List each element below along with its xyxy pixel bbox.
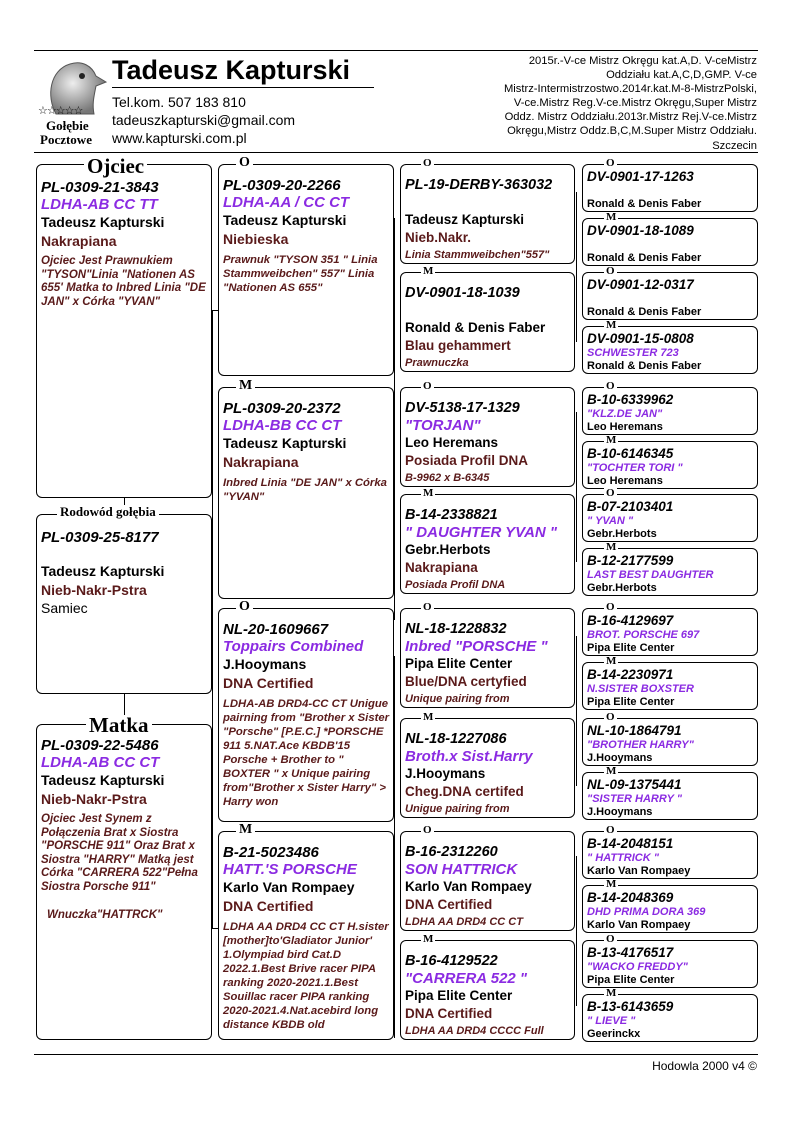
gen4-owner: Ronald & Denis Faber <box>587 198 702 210</box>
logo-stars: ☆☆☆☆☆ <box>38 105 83 117</box>
gen4-code: DHD PRIMA DORA 369 <box>587 906 706 918</box>
gen4-code: BROT. PORSCHE 697 <box>587 629 700 641</box>
mother-code: LDHA-AB CC CT <box>41 754 160 771</box>
great-grandparent-owner: Pipa Elite Center <box>405 656 513 671</box>
subject-color: Nieb-Nakr-Pstra <box>41 582 147 598</box>
grandparent-ring: NL-20-1609667 <box>223 621 329 638</box>
subject-owner: Tadeusz Kapturski <box>41 563 165 579</box>
gen4-card[interactable] <box>582 718 758 766</box>
connector <box>576 856 577 1006</box>
grandparent-code: LDHA-BB CC CT <box>223 417 342 434</box>
gen4-card[interactable] <box>582 218 758 266</box>
footer-rule <box>34 1054 758 1055</box>
gen4-owner: Ronald & Denis Faber <box>587 360 702 372</box>
achievement-line: Okręgu,Mistrz Oddz.B,C,M.Super Mistrz Oddziału. <box>507 125 757 138</box>
great-grandparent-card[interactable] <box>400 940 575 1040</box>
gen4-owner: Karlo Van Rompaey <box>587 865 691 877</box>
achievement-line: Oddziału kat.A,C,D,GMP. V-ce <box>606 69 757 82</box>
grandparent-owner: J.Hooymans <box>223 656 307 672</box>
gen4-owner: Ronald & Denis Faber <box>587 252 702 264</box>
connector <box>394 218 395 620</box>
great-grandparent-ring: NL-18-1228832 <box>405 621 507 637</box>
great-grandparent-note: LDHA AA DRD4 CCCC Full <box>405 1025 544 1037</box>
header-top-rule <box>34 50 758 51</box>
mother-note2: Wnuczka"HATTRCK" <box>47 909 163 921</box>
name-underline <box>112 87 374 88</box>
gen4-code: "KLZ.DE JAN" <box>587 408 663 420</box>
gen4-card[interactable] <box>582 940 758 988</box>
grandparent-note: Prawnuk "TYSON 351 " Linia Stammweibchen" 557" Linia "Nationen AS 655" <box>223 254 378 294</box>
sex-label: M <box>606 655 617 667</box>
great-grandparent-code: "TORJAN" <box>405 417 481 434</box>
logo-line2: Pocztowe <box>40 132 92 147</box>
pedigree-label: Rodowód gołębia <box>57 505 159 519</box>
gen4-owner: J.Hooymans <box>587 752 653 764</box>
great-grandparent-code: Inbred "PORSCHE " <box>405 638 548 655</box>
gen4-ring: B-16-4129697 <box>587 613 674 628</box>
grandparent-code: HATT.'S PORSCHE <box>223 861 357 878</box>
grandparent-note: Inbred Linia "DE JAN" x Córka "YVAN" <box>223 477 387 503</box>
gen4-ring: B-14-2048369 <box>587 890 674 905</box>
gen4-card[interactable] <box>582 272 758 320</box>
mother-label: Matka <box>86 715 152 735</box>
gen4-owner: Pipa Elite Center <box>587 974 675 986</box>
sex-label: M <box>236 823 255 837</box>
great-grandparent-owner: Karlo Van Rompaey <box>405 879 532 894</box>
sex-label: M <box>423 487 434 499</box>
gen4-ring: B-07-2103401 <box>587 499 674 514</box>
achievement-line: Szczecin <box>712 139 757 152</box>
mother-note: Ojciec Jest Synem z Połączenia Brat x Siostra "PORSCHE 911" Oraz Brat x Siostra "HARRY" Matką jest Córka "CARRERA 522"Pełna Siostra Porsche 911" <box>41 813 198 893</box>
great-grandparent-card[interactable] <box>400 272 575 372</box>
gen4-owner: Gebr.Herbots <box>587 582 657 594</box>
father-color: Nakrapiana <box>41 233 117 249</box>
great-grandparent-card[interactable] <box>400 387 575 487</box>
sex-label: M <box>606 211 617 223</box>
great-grandparent-ring: B-14-2338821 <box>405 507 498 523</box>
gen4-owner: Ronald & Denis Faber <box>587 306 702 318</box>
great-grandparent-color: Cheg.DNA certifed <box>405 784 524 799</box>
sex-label: M <box>606 987 617 999</box>
sex-label: O <box>606 157 615 169</box>
grandparent-card[interactable] <box>218 387 394 599</box>
gen4-code: " LIEVE " <box>587 1015 636 1027</box>
sex-label: M <box>423 933 434 945</box>
great-grandparent-code: " DAUGHTER YVAN " <box>405 524 558 541</box>
gen4-owner: Geerinckx <box>587 1028 641 1040</box>
gen4-card[interactable] <box>582 164 758 212</box>
breeder-website[interactable]: www.kapturski.com.pl <box>112 130 247 146</box>
sex-label: M <box>606 434 617 446</box>
great-grandparent-color: Blue/DNA certyfied <box>405 674 527 689</box>
grandparent-note: LDHA AA DRD4 CC CT H.sister [mother]to'Gladiator Junior' 1.Olympiad bird Cat.D 2022.1.Best Brive racer PIPA ranking 2020-2021.1.Best Souillac racer PIPA ranking 2020-2021.4.Nat.acebird long distance KBDB old <box>223 921 389 1031</box>
great-grandparent-color: Posiada Profil DNA <box>405 453 529 468</box>
gen4-code: "WACKO FREDDY" <box>587 961 688 973</box>
sex-label: O <box>236 600 253 614</box>
sex-label: O <box>606 487 615 499</box>
gen4-card[interactable] <box>582 494 758 542</box>
great-grandparent-color: Nakrapiana <box>405 560 478 575</box>
great-grandparent-ring: B-16-4129522 <box>405 953 498 969</box>
breeder-email[interactable]: tadeuszkapturski@gmail.com <box>112 112 296 128</box>
great-grandparent-ring: PL-19-DERBY-363032 <box>405 177 553 193</box>
gen4-code: "BROTHER HARRY" <box>587 739 694 751</box>
gen4-ring: DV-0901-17-1263 <box>587 169 694 184</box>
connector <box>394 656 395 1038</box>
achievement-line: V-ce.Mistrz Reg.V-ce.Mistrz Okręgu,Super Mistrz <box>513 97 757 110</box>
gen4-ring: NL-09-1375441 <box>587 777 682 792</box>
breeder-phone: Tel.kom. 507 183 810 <box>112 94 246 110</box>
gen4-card[interactable] <box>582 548 758 596</box>
achievement-line: Mistrz-Intermistrzostwo.2014r.kat.M-8-MistrzPolski, <box>503 83 757 96</box>
grandparent-ring: PL-0309-20-2372 <box>223 400 341 417</box>
gen4-ring: DV-0901-18-1089 <box>587 223 694 238</box>
sex-label: O <box>236 156 253 170</box>
gen4-ring: B-14-2230971 <box>587 667 674 682</box>
gen4-owner: Leo Heremans <box>587 475 663 487</box>
father-note: Ojciec Jest Prawnukiem "TYSON"Linia "Nationen AS 655' Matka to Inbred Linia "DE JAN" x Córka "YVAN" <box>41 255 206 308</box>
mother-color: Nieb-Nakr-Pstra <box>41 791 147 807</box>
great-grandparent-ring: DV-0901-18-1039 <box>405 285 520 301</box>
great-grandparent-owner: Gebr.Herbots <box>405 542 491 557</box>
great-grandparent-code: Broth.x Sist.Harry <box>405 748 533 765</box>
footer-text: Hodowla 2000 v4 © <box>652 1059 757 1073</box>
gen4-card[interactable] <box>582 831 758 879</box>
sex-label: O <box>606 380 615 392</box>
subject-sex: Samiec <box>41 600 88 616</box>
gen4-owner: J.Hooymans <box>587 806 653 818</box>
father-code: LDHA-AB CC TT <box>41 196 158 213</box>
great-grandparent-note: Unique pairing from <box>405 693 510 705</box>
sex-label: O <box>423 380 432 392</box>
great-grandparent-ring: B-16-2312260 <box>405 844 498 860</box>
gen4-card[interactable] <box>582 994 758 1042</box>
sex-label: O <box>606 711 615 723</box>
great-grandparent-color: DNA Certified <box>405 897 493 912</box>
great-grandparent-card[interactable] <box>400 608 575 708</box>
grandparent-card[interactable] <box>218 164 394 376</box>
sex-label: O <box>606 824 615 836</box>
sex-label: M <box>606 878 617 890</box>
gen4-ring: NL-10-1864791 <box>587 723 682 738</box>
connector <box>576 192 577 342</box>
gen4-owner: Pipa Elite Center <box>587 642 675 654</box>
connector <box>576 636 577 786</box>
gen4-code: LAST BEST DAUGHTER <box>587 569 714 581</box>
father-label: Ojciec <box>84 156 147 176</box>
great-grandparent-note: Posiada Profil DNA <box>405 579 506 591</box>
sex-label: O <box>423 601 432 613</box>
gen4-code: "SISTER HARRY " <box>587 793 682 805</box>
gen4-code: SCHWESTER 723 <box>587 347 679 359</box>
sex-label: O <box>606 933 615 945</box>
gen4-card[interactable] <box>582 441 758 489</box>
mother-ring: PL-0309-22-5486 <box>41 737 159 754</box>
father-card[interactable] <box>36 164 212 498</box>
mother-card[interactable] <box>36 724 212 1040</box>
great-grandparent-card[interactable] <box>400 164 575 264</box>
gen4-ring: B-14-2048151 <box>587 836 674 851</box>
great-grandparent-owner: J.Hooymans <box>405 766 486 781</box>
great-grandparent-card[interactable] <box>400 494 575 594</box>
gen4-owner: Karlo Van Rompaey <box>587 919 691 931</box>
great-grandparent-note: B-9962 x B-6345 <box>405 472 490 484</box>
grandparent-card[interactable] <box>218 831 394 1040</box>
grandparent-owner: Tadeusz Kapturski <box>223 435 347 451</box>
grandparent-color: DNA Certified <box>223 675 314 691</box>
gen4-card[interactable] <box>582 608 758 656</box>
great-grandparent-ring: DV-5138-17-1329 <box>405 400 520 416</box>
gen4-ring: DV-0901-12-0317 <box>587 277 694 292</box>
great-grandparent-owner: Tadeusz Kapturski <box>405 212 525 227</box>
father-owner: Tadeusz Kapturski <box>41 214 165 230</box>
great-grandparent-note: Linia Stammweibchen"557" <box>405 249 550 261</box>
grandparent-note: LDHA-AB DRD4-CC CT Unigue pairning from "Brother x Sister "Porsche" [P.E.C.] *PORSCHE 911 5.NAT.Ace KBDB'15 Porsche + Brother to " BOXTER " x Unique pairing from"Brother x Sister Harry" > Harry won <box>223 698 390 808</box>
sex-label: M <box>606 541 617 553</box>
grandparent-card[interactable] <box>218 608 394 822</box>
pigeon-logo <box>36 56 108 148</box>
gen4-ring: B-13-4176517 <box>587 945 674 960</box>
achievement-line: Oddz. Mistrz Oddziału.2013r.Mistrz Rej.V-ce.Mistrz <box>504 111 757 124</box>
great-grandparent-owner: Leo Heremans <box>405 435 499 450</box>
gen4-card[interactable] <box>582 326 758 374</box>
gen4-ring: B-13-6143659 <box>587 999 674 1014</box>
grandparent-code: Toppairs Combined <box>223 638 364 655</box>
logo-line1: Gołębie <box>46 118 89 133</box>
sex-label: O <box>606 265 615 277</box>
connector <box>576 412 577 562</box>
father-ring: PL-0309-21-3843 <box>41 179 159 196</box>
gen4-ring: B-10-6339962 <box>587 392 674 407</box>
great-grandparent-owner: Ronald & Denis Faber <box>405 320 546 335</box>
grandparent-owner: Tadeusz Kapturski <box>223 212 347 228</box>
great-grandparent-owner: Pipa Elite Center <box>405 988 513 1003</box>
achievement-line: 2015r.-V-ce Mistrz Okręgu kat.A,D. V-ceMistrz <box>528 55 757 67</box>
mother-owner: Tadeusz Kapturski <box>41 772 165 788</box>
achievements-text <box>487 54 757 153</box>
subject-ring: PL-0309-25-8177 <box>41 529 159 546</box>
gen4-card[interactable] <box>582 772 758 820</box>
great-grandparent-note: Prawnuczka <box>405 357 469 369</box>
grandparent-color: DNA Certified <box>223 898 314 914</box>
gen4-owner: Leo Heremans <box>587 421 663 433</box>
great-grandparent-ring: NL-18-1227086 <box>405 731 507 747</box>
subject-card[interactable] <box>36 514 212 694</box>
gen4-card[interactable] <box>582 885 758 933</box>
gen4-code: " HATTRICK " <box>587 852 659 864</box>
sex-label: M <box>423 265 434 277</box>
great-grandparent-color: Blau gehammert <box>405 338 511 353</box>
grandparent-ring: PL-0309-20-2266 <box>223 177 341 194</box>
sex-label: M <box>606 319 617 331</box>
gen4-code: N.SISTER BOXSTER <box>587 683 694 695</box>
gen4-code: "TOCHTER TORI " <box>587 462 683 474</box>
sex-label: O <box>423 157 432 169</box>
sex-label: M <box>423 711 434 723</box>
grandparent-owner: Karlo Van Rompaey <box>223 879 355 895</box>
great-grandparent-code: SON HATTRICK <box>405 861 518 878</box>
great-grandparent-note: Unigue pairing from <box>405 803 510 815</box>
grandparent-code: LDHA-AA / CC CT <box>223 194 350 211</box>
grandparent-color: Niebieska <box>223 231 289 247</box>
sex-label: M <box>236 379 255 393</box>
gen4-ring: B-12-2177599 <box>587 553 674 568</box>
breeder-name: Tadeusz Kapturski <box>112 55 351 85</box>
great-grandparent-color: DNA Certified <box>405 1006 493 1021</box>
sex-label: M <box>606 765 617 777</box>
grandparent-ring: B-21-5023486 <box>223 844 319 861</box>
great-grandparent-note: LDHA AA DRD4 CC CT <box>405 916 523 928</box>
gen4-owner: Pipa Elite Center <box>587 696 675 708</box>
gen4-code: " YVAN " <box>587 515 634 527</box>
sex-label: O <box>423 824 432 836</box>
grandparent-color: Nakrapiana <box>223 454 299 470</box>
gen4-ring: DV-0901-15-0808 <box>587 331 694 346</box>
great-grandparent-card[interactable] <box>400 831 575 931</box>
sex-label: O <box>606 601 615 613</box>
great-grandparent-code: "CARRERA 522 " <box>405 970 528 987</box>
gen4-ring: B-10-6146345 <box>587 446 674 461</box>
gen4-card[interactable] <box>582 387 758 435</box>
great-grandparent-card[interactable] <box>400 718 575 818</box>
gen4-card[interactable] <box>582 662 758 710</box>
great-grandparent-color: Nieb.Nakr. <box>405 230 472 245</box>
gen4-owner: Gebr.Herbots <box>587 528 657 540</box>
connector <box>212 310 213 928</box>
